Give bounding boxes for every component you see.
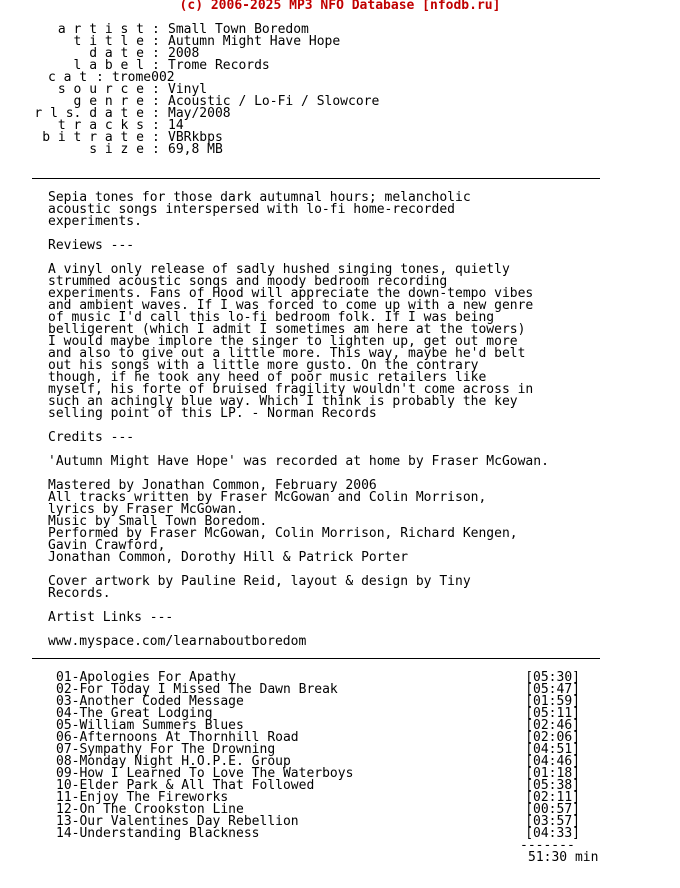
- track-duration: [02:06]: [525, 730, 580, 745]
- track-name: 08-Monday Night H.O.P.E. Group: [56, 754, 291, 769]
- track-duration: [00:57]: [525, 802, 580, 817]
- info-separator: :: [152, 34, 160, 49]
- credits-line: Music by Small Town Boredom.: [48, 514, 268, 529]
- reviews-heading: Reviews ---: [48, 238, 135, 253]
- cover-line: Records.: [48, 586, 111, 601]
- info-separator: :: [152, 130, 160, 145]
- track-duration: [04:33]: [525, 826, 580, 841]
- info-label: c a t: [48, 70, 88, 85]
- track-row: [56, 828, 580, 840]
- info-value: 69,8 MB: [168, 142, 223, 157]
- track-duration: [05:38]: [525, 778, 580, 793]
- description-line: Sepia tones for those dark autumnal hours; melancholic: [48, 190, 471, 205]
- info-separator: :: [152, 22, 160, 37]
- review-line: I would maybe implore the singer to lighten up, get out more: [48, 334, 518, 349]
- info-label: s i z e: [89, 142, 144, 157]
- info-value: Small Town Boredom: [168, 22, 309, 37]
- myspace-link[interactable]: www.myspace.com/learnaboutboredom: [48, 634, 307, 649]
- info-value: Autumn Might Have Hope: [168, 34, 341, 49]
- info-value: trome002: [112, 70, 175, 85]
- info-separator: :: [152, 142, 160, 157]
- track-duration: [05:47]: [525, 682, 580, 697]
- info-value: Trome Records: [168, 58, 270, 73]
- artist-links-heading: Artist Links ---: [48, 610, 174, 625]
- track-name: 09-How I Learned To Love The Waterboys: [56, 766, 354, 781]
- info-value: Acoustic / Lo-Fi / Slowcore: [168, 94, 380, 109]
- track-name: 01-Apologies For Apathy: [56, 670, 237, 685]
- track-name: 12-On The Crookston Line: [56, 802, 244, 817]
- track-name: 06-Afternoons At Thornhill Road: [56, 730, 299, 745]
- nfodb-header-link[interactable]: (c) 2006-2025 MP3 NFO Database [nfodb.ru]: [179, 0, 501, 13]
- info-separator: :: [152, 106, 160, 121]
- review-line: of music I'd call this lo-fi bedroom folk. If I was being: [48, 310, 495, 325]
- info-label: t r a c k s: [57, 118, 144, 133]
- track-duration: [04:46]: [525, 754, 580, 769]
- info-separator: :: [152, 118, 160, 133]
- description-line: acoustic songs interspersed with lo-fi home-recorded: [48, 202, 455, 217]
- info-value: Vinyl: [168, 82, 208, 97]
- info-label: g e n r e: [73, 94, 144, 109]
- track-name: 10-Elder Park & All That Followed: [56, 778, 315, 793]
- track-duration: [05:11]: [525, 706, 580, 721]
- review-line: belligerent (which I admit I sometimes am here at the towers): [48, 322, 526, 337]
- info-separator: :: [152, 94, 160, 109]
- track-name: 02-For Today I Missed The Dawn Break: [56, 682, 338, 697]
- track-name: 14-Understanding Blackness: [56, 826, 260, 841]
- info-separator: :: [152, 82, 160, 97]
- total-runtime: 51:30 min: [528, 850, 599, 865]
- review-line: out his songs with a little more gusto. On the contrary: [48, 358, 479, 373]
- track-duration: [05:30]: [525, 670, 580, 685]
- divider: [32, 658, 600, 659]
- info-label: b i t r a t e: [42, 130, 144, 145]
- credits-intro: 'Autumn Might Have Hope' was recorded at home by Fraser McGowan.: [48, 454, 549, 469]
- review-line: strummed acoustic songs and moody bedroom recording: [48, 274, 448, 289]
- divider: [32, 178, 600, 179]
- info-value: VBRkbps: [168, 130, 223, 145]
- info-label: s o u r c e: [57, 82, 144, 97]
- info-value: 2008: [168, 46, 200, 61]
- track-duration: [04:51]: [525, 742, 580, 757]
- total-rule: -------: [520, 838, 575, 853]
- credits-line: Gavin Crawford,: [48, 538, 166, 553]
- credits-line: Jonathan Common, Dorothy Hill & Patrick Porter: [48, 550, 409, 565]
- info-value: 14: [168, 118, 184, 133]
- track-duration: [03:57]: [525, 814, 580, 829]
- info-label: r l s. d a t e: [34, 106, 144, 121]
- track-name: 04-The Great Lodging: [56, 706, 213, 721]
- review-line: A vinyl only release of sadly hushed singing tones, quietly: [48, 262, 510, 277]
- info-label: l a b e l: [73, 58, 144, 73]
- track-name: 05-William Summers Blues: [56, 718, 244, 733]
- credits-line: Performed by Fraser McGowan, Colin Morrison, Richard Kengen,: [48, 526, 518, 541]
- description-line: experiments.: [48, 214, 142, 229]
- info-value: May/2008: [168, 106, 231, 121]
- track-name: 11-Enjoy The Fireworks: [56, 790, 229, 805]
- track-duration: [02:11]: [525, 790, 580, 805]
- credits-line: All tracks written by Fraser McGowan and Colin Morrison,: [48, 490, 487, 505]
- review-line: though, if he took any heed of poor music retailers like: [48, 370, 487, 385]
- info-separator: :: [96, 70, 104, 85]
- review-line: and also to give out a little more. This way, maybe he'd belt: [48, 346, 526, 361]
- credits-line: lyrics by Fraser McGowan.: [48, 502, 244, 517]
- track-duration: [02:46]: [525, 718, 580, 733]
- info-separator: :: [152, 58, 160, 73]
- credits-line: Mastered by Jonathan Common, February 2006: [48, 478, 377, 493]
- info-separator: :: [152, 46, 160, 61]
- credits-heading: Credits ---: [48, 430, 135, 445]
- review-line: myself, his forte of bruised fragility wouldn't come across in: [48, 382, 534, 397]
- track-duration: [01:18]: [525, 766, 580, 781]
- track-name: 07-Sympathy For The Drowning: [56, 742, 276, 757]
- review-line: such an achingly blue way. Which I think is probably the key: [48, 394, 518, 409]
- track-duration: [01:59]: [525, 694, 580, 709]
- review-line: experiments. Fans of Hood will appreciate the down-tempo vibes: [48, 286, 534, 301]
- track-name: 13-Our Valentines Day Rebellion: [56, 814, 299, 829]
- review-line: selling point of this LP. - Norman Records: [48, 406, 377, 421]
- info-label: t i t l e: [73, 34, 144, 49]
- cover-line: Cover artwork by Pauline Reid, layout & design by Tiny: [48, 574, 471, 589]
- review-line: and ambient waves. If I was forced to come up with a new genre: [48, 298, 534, 313]
- info-label: d a t e: [89, 46, 144, 61]
- info-label: a r t i s t: [57, 22, 144, 37]
- track-name: 03-Another Coded Message: [56, 694, 244, 709]
